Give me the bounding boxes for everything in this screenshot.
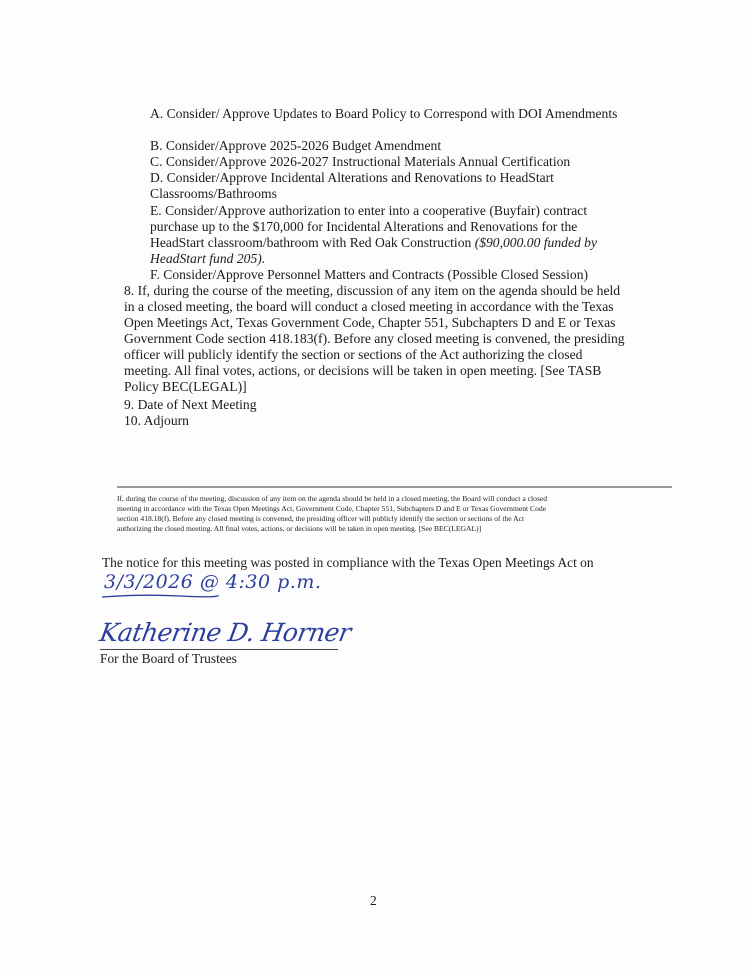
agenda-item-e-line2: purchase up to the $170,000 for Incidental Alterations and Renovations for the	[150, 219, 578, 234]
section-divider	[117, 486, 672, 488]
agenda-item-a: A. Consider/ Approve Updates to Board Policy to Correspond with DOI Amendments	[150, 106, 618, 121]
agenda-item-f: F. Consider/Approve Personnel Matters and Contracts (Possible Closed Session)	[150, 267, 589, 282]
posting-notice: The notice for this meeting was posted in compliance with the Texas Open Meetings Act on	[102, 555, 594, 570]
fine-print-line2: meeting in accordance with the Texas Open Meetings Act, Government Code, Chapter 551, Subchapters D and E or Texas Government Code	[117, 504, 547, 513]
agenda-item-d-line2: Classrooms/Bathrooms	[150, 186, 277, 201]
fine-print-line3: section 418.18(f). Before any closed meeting is convened, the presiding officer will publicly identify the section or sections of the Act	[117, 514, 525, 523]
agenda-item-d-line1: D. Consider/Approve Incidental Alterations and Renovations to HeadStart	[150, 170, 554, 185]
agenda-item-8-line4: Government Code section 418.183(f). Before any closed meeting is convened, the presiding	[124, 331, 625, 346]
agenda-item-8-line2: in a closed meeting, the board will conduct a closed meeting in accordance with the Texas	[124, 299, 614, 314]
agenda-item-e-line1: E. Consider/Approve authorization to enter into a cooperative (Buyfair) contract	[150, 203, 588, 218]
handwritten-date: 3/3/2026 @ 4:30 p.m.	[104, 571, 322, 593]
agenda-item-e-line4: HeadStart fund 205).	[150, 251, 266, 266]
board-of-trustees-label: For the Board of Trustees	[100, 651, 237, 666]
fine-print-line4: authorizing the closed meeting. All final votes, actions, or decisions will be taken in open meeting. [See BEC(LEGAL)]	[117, 524, 482, 533]
agenda-item-8-line3: Open Meetings Act, Texas Government Code, Chapter 551, Subchapters D and E or Texas	[124, 315, 616, 330]
agenda-item-8-line7: Policy BEC(LEGAL)]	[124, 379, 247, 394]
agenda-item-8-line6: meeting. All final votes, actions, or decisions will be taken in open meeting. [See TASB	[124, 363, 602, 378]
agenda-item-9: 9. Date of Next Meeting	[124, 397, 257, 412]
page-number: 2	[370, 893, 377, 908]
agenda-item-e-line3	[150, 235, 597, 251]
signature: Katherine D. Horner	[97, 618, 354, 647]
signature-line	[100, 649, 338, 650]
agenda-item-b: B. Consider/Approve 2025-2026 Budget Amendment	[150, 138, 442, 153]
fine-print-line1: If, during the course of the meeting, discussion of any item on the agenda should be held in a closed meeting, the Board will conduct a closed	[117, 494, 547, 503]
agenda-item-c: C. Consider/Approve 2026-2027 Instructional Materials Annual Certification	[150, 154, 571, 169]
agenda-item-e-line3-text: HeadStart classroom/bathroom with Red Oak Construction	[150, 235, 475, 250]
agenda-item-8-line5: officer will publicly identify the section or sections of the Act authorizing the closed	[124, 347, 583, 362]
agenda-item-e-line3-italic: ($90,000.00 funded by	[474, 235, 598, 250]
date-underline-stroke	[100, 592, 220, 602]
agenda-item-8-line1: 8. If, during the course of the meeting, discussion of any item on the agenda should be held	[124, 283, 621, 298]
agenda-item-10: 10. Adjourn	[124, 413, 189, 428]
